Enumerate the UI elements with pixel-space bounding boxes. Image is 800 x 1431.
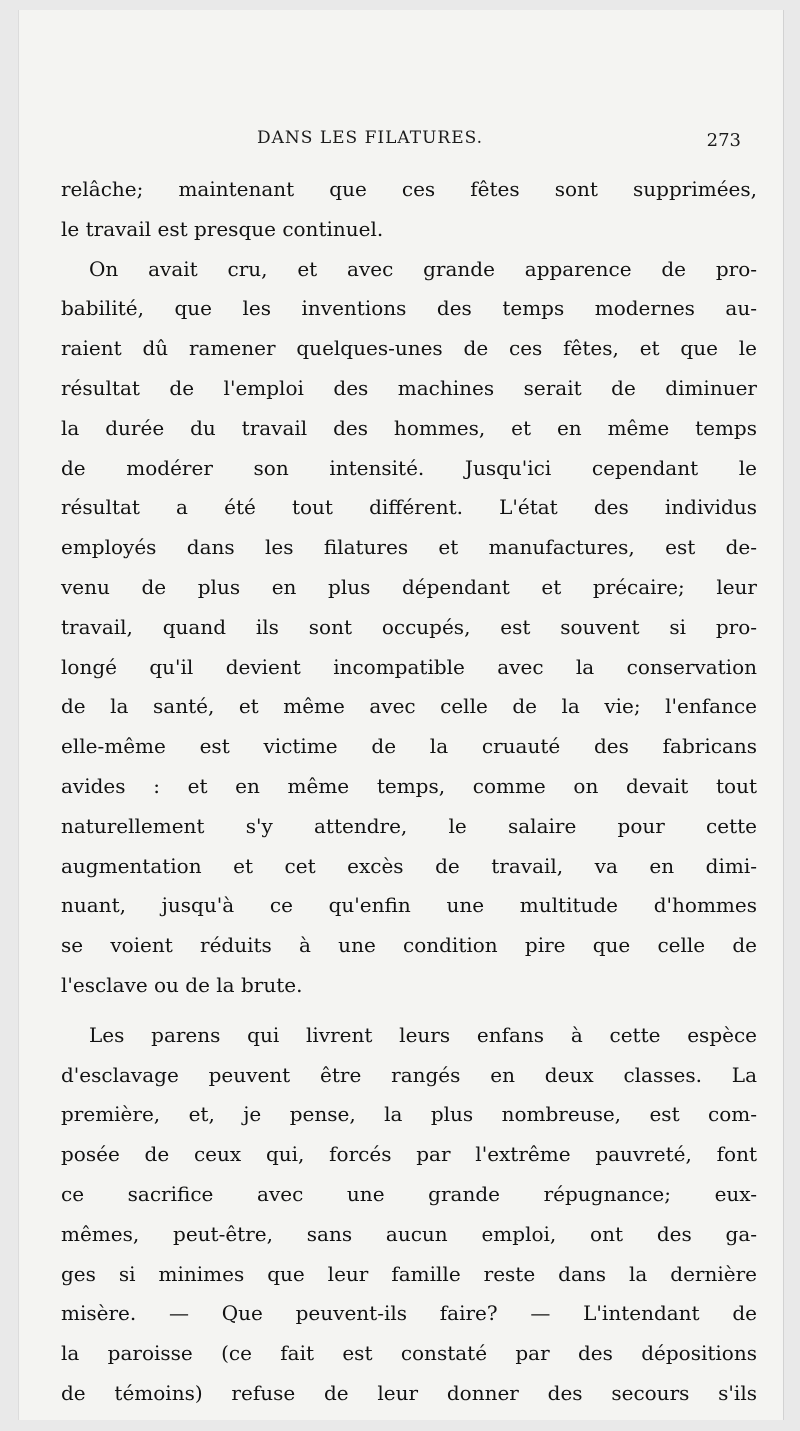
text-line: naturellement s'y attendre, le salaire pour cette xyxy=(61,813,757,838)
text-line: la paroisse (ce fait est constaté par des dépositions xyxy=(61,1341,757,1366)
text-line: ce sacrifice avec une grande répugnance; eux- xyxy=(61,1181,757,1206)
body-text xyxy=(61,170,757,1414)
book-page xyxy=(18,10,784,1420)
running-title: DANS LES FILATURES. xyxy=(257,128,484,148)
text-line: posée de ceux qui, forcés par l'extrême pauvreté, font xyxy=(61,1142,757,1167)
text-line: résultat a été tout différent. L'état des individus xyxy=(61,495,757,520)
text-line: avides : et en même temps, comme on devait tout xyxy=(61,773,757,798)
paragraph-2 xyxy=(61,250,757,1006)
text-line: misère. — Que peuvent-ils faire? — L'intendant de xyxy=(61,1301,757,1326)
text-line: l'esclave ou de la brute. xyxy=(61,972,303,997)
text-line: d'esclavage peuvent être rangés en deux classes. La xyxy=(61,1062,757,1087)
text-line: On avait cru, et avec grande apparence de pro- xyxy=(89,256,757,281)
text-line: mêmes, peut-être, sans aucun emploi, ont des ga- xyxy=(61,1221,757,1246)
paragraph-3 xyxy=(61,1016,757,1414)
text-line: de témoins) refuse de leur donner des secours s'ils xyxy=(61,1380,757,1405)
text-line: le travail est presque continuel. xyxy=(61,216,384,241)
text-line: de modérer son intensité. Jusqu'ici cependant le xyxy=(61,455,757,480)
text-line: se voient réduits à une condition pire que celle de xyxy=(61,933,757,958)
text-line: venu de plus en plus dépendant et précaire; leur xyxy=(61,574,757,599)
text-line: travail, quand ils sont occupés, est souvent si pro- xyxy=(61,614,757,639)
text-line: relâche; maintenant que ces fêtes sont supprimées, xyxy=(61,177,757,201)
text-line: raient dû ramener quelques-unes de ces fêtes, et que le xyxy=(61,336,757,361)
text-line: elle-même est victime de la cruauté des fabricans xyxy=(61,734,757,759)
text-line: ges si minimes que leur famille reste dans la dernière xyxy=(61,1261,757,1286)
page-header xyxy=(19,128,783,160)
text-line: augmentation et cet excès de travail, va en dimi- xyxy=(61,853,757,878)
page-number: 273 xyxy=(706,130,741,151)
paragraph-1 xyxy=(61,170,757,250)
text-line: première, et, je pense, la plus nombreuse, est com- xyxy=(61,1102,757,1127)
text-line: longé qu'il devient incompatible avec la conservation xyxy=(61,654,757,679)
text-line: résultat de l'emploi des machines serait de diminuer xyxy=(61,375,757,400)
text-line: employés dans les filatures et manufactures, est de- xyxy=(61,535,757,560)
paragraph-spacer xyxy=(61,1006,757,1016)
text-line: Les parens qui livrent leurs enfans à cette espèce xyxy=(89,1022,757,1047)
text-line: la durée du travail des hommes, et en même temps xyxy=(61,415,757,440)
text-line: nuant, jusqu'à ce qu'enfin une multitude d'hommes xyxy=(61,893,757,918)
text-line: babilité, que les inventions des temps modernes au- xyxy=(61,296,757,321)
text-line: de la santé, et même avec celle de la vie; l'enfance xyxy=(61,694,757,719)
